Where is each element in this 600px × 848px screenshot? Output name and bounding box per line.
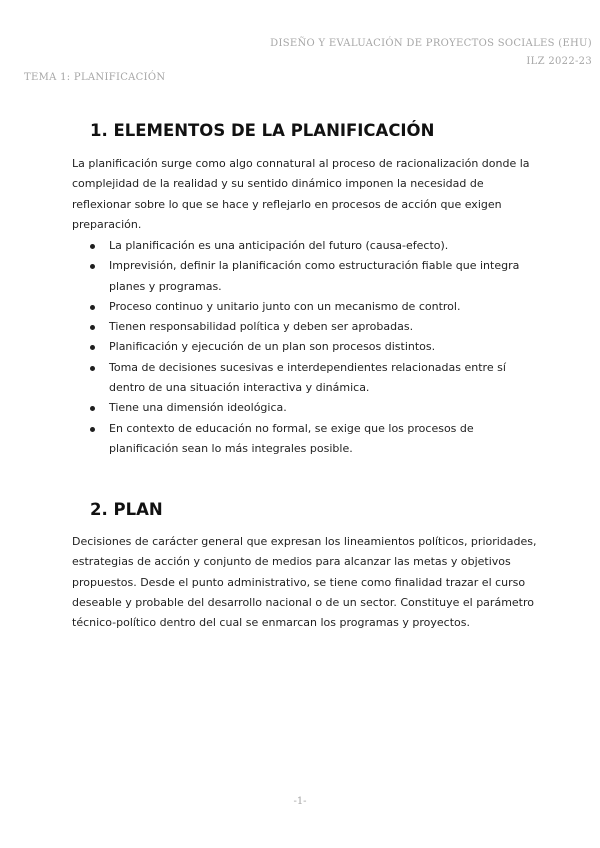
- bullet-item: Planificación y ejecución de un plan son procesos distintos.: [90, 337, 530, 357]
- bullet-item: La planificación es una anticipación del futuro (causa-efecto).: [90, 236, 530, 256]
- bullet-item: Tienen responsabilidad política y deben ser aprobadas.: [90, 317, 530, 337]
- bullet-item: Proceso continuo y unitario junto con un mecanismo de control.: [90, 297, 530, 317]
- section-1-bullet-list: [90, 236, 530, 459]
- document-header-topic: TEMA 1: PLANIFICACIÓN: [24, 72, 166, 83]
- document-header-course: ILZ 2022-23: [526, 56, 592, 67]
- section-2-body-paragraph: Decisiones de carácter general que expresan los lineamientos políticos, prioridades, estrategias de acción y conjunto de medios para alcanzar las metas y objetivos propuestos. Desde el punto administrativo, se tiene como finalidad trazar el curso deseable y probable del desarrollo nacional o de un sector. Constituye el parámetro técnico-político dentro del cual se enmarcan los programas y proyectos.: [72, 535, 537, 630]
- bullet-item: En contexto de educación no formal, se exige que los procesos de planificación sean lo más integrales posible.: [90, 419, 530, 460]
- section-2-heading: 2. PLAN: [90, 500, 163, 519]
- bullet-item: Imprevisión, definir la planificación como estructuración fiable que integra planes y programas.: [90, 256, 530, 297]
- bullet-item: Toma de decisiones sucesivas e interdependientes relacionadas entre sí dentro de una situación interactiva y dinámica.: [90, 358, 530, 399]
- section-1-heading: 1. ELEMENTOS DE LA PLANIFICACIÓN: [90, 121, 435, 140]
- section-1-intro-paragraph: La planificación surge como algo connatural al proceso de racionalización donde la complejidad de la realidad y su sentido dinámico imponen la necesidad de reflexionar sobre lo que se hace y reflejarlo en procesos de acción que exigen preparación.: [72, 157, 530, 231]
- page-number: -1-: [293, 796, 307, 807]
- bullet-item: Tiene una dimensión ideológica.: [90, 398, 530, 418]
- document-header-title: DISEÑO Y EVALUACIÓN DE PROYECTOS SOCIALES (EHU): [270, 38, 592, 49]
